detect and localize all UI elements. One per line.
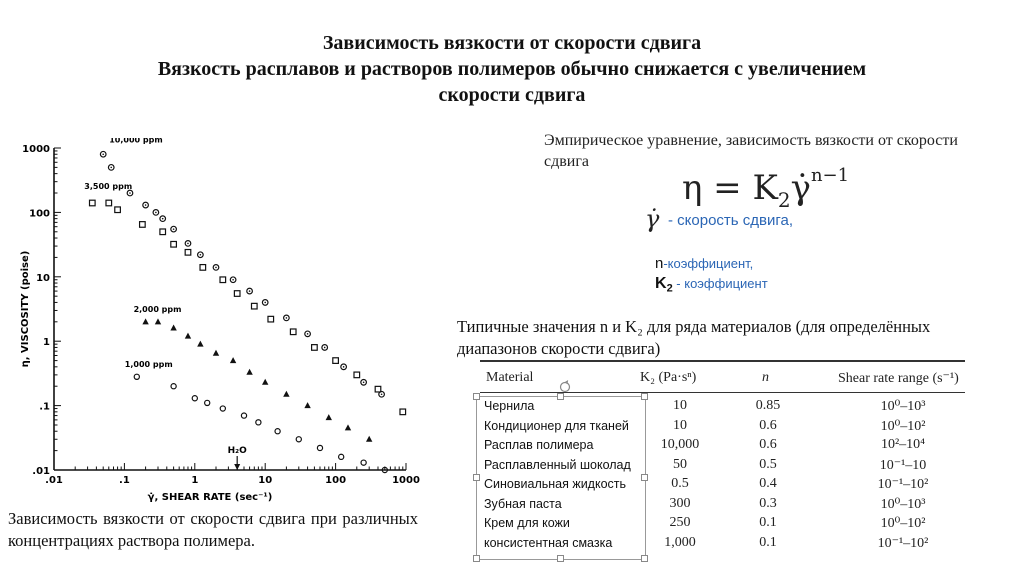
equation-k-sub: 2 bbox=[777, 187, 791, 212]
n-symbol: n bbox=[655, 255, 664, 272]
data-point bbox=[275, 429, 280, 434]
data-point bbox=[354, 372, 360, 378]
title-line-1: Зависимость вязкости от скорости сдвига bbox=[322, 32, 702, 54]
k-description bbox=[655, 275, 768, 295]
title-line-2: Вязкость расплавов и растворов полимеров обычно снижается с увеличением bbox=[157, 58, 867, 80]
data-point bbox=[90, 200, 96, 206]
y-axis-label: η, VISCOSITY (poise) bbox=[20, 250, 31, 368]
data-point bbox=[251, 303, 257, 309]
h2o-marker-label: H₂O bbox=[227, 446, 247, 456]
data-point bbox=[160, 229, 166, 235]
resize-handle[interactable] bbox=[641, 555, 648, 562]
equation-label: Эмпирическое уравнение, зависимость вязкости от скорости сдвига bbox=[544, 132, 958, 170]
x-axis-label: γ̇, SHEAR RATE (sec⁻¹) bbox=[147, 492, 273, 503]
data-point bbox=[268, 316, 274, 322]
k-symbol: K bbox=[655, 275, 667, 292]
data-point bbox=[283, 391, 289, 397]
k-desc-text: - коэффициент bbox=[672, 276, 768, 291]
data-point bbox=[333, 358, 339, 364]
k2-cell: 50 bbox=[673, 456, 687, 472]
gamma-dot-symbol: γ̇ bbox=[645, 205, 660, 233]
series-label: 1,000 ppm bbox=[124, 359, 173, 369]
data-point bbox=[246, 369, 252, 375]
data-point-center bbox=[324, 347, 326, 349]
data-point bbox=[256, 420, 261, 425]
data-point bbox=[234, 291, 240, 297]
k2-cell: 10,000 bbox=[660, 437, 700, 452]
n-description bbox=[655, 255, 753, 272]
data-point bbox=[197, 341, 203, 347]
data-point-center bbox=[215, 267, 217, 269]
k2-cell: 10 bbox=[673, 417, 687, 433]
data-point bbox=[134, 374, 139, 379]
k-sub-symbol: 2 bbox=[666, 282, 673, 295]
k2-cell: 300 bbox=[669, 495, 691, 511]
table-top-rule bbox=[480, 360, 965, 362]
data-point bbox=[185, 333, 191, 339]
x-tick-label: 100 bbox=[325, 475, 347, 486]
y-tick-label: 1000 bbox=[22, 144, 50, 155]
series-label: 10,000 ppm bbox=[109, 138, 163, 145]
data-point-center bbox=[249, 290, 251, 292]
y-tick-label: 10 bbox=[36, 272, 50, 284]
data-point bbox=[140, 222, 146, 228]
data-point bbox=[106, 200, 112, 206]
range-cell: 10⁰–10³ bbox=[880, 496, 926, 512]
k2-cell: 1,000 bbox=[664, 534, 696, 550]
material-name: Синовиальная жидкость bbox=[484, 477, 627, 491]
data-point bbox=[312, 345, 318, 351]
n-cell: 0.1 bbox=[759, 534, 777, 550]
data-point bbox=[361, 460, 366, 465]
data-point-center bbox=[162, 218, 164, 220]
data-point bbox=[205, 400, 210, 405]
range-cell: 10⁻¹–10² bbox=[877, 477, 929, 492]
material-name: Расплавленный шоколад bbox=[484, 457, 631, 472]
x-tick-label: .1 bbox=[119, 475, 130, 486]
range-cell: 10²–10⁴ bbox=[880, 437, 926, 452]
viscosity-chart bbox=[14, 138, 424, 508]
n-cell: 0.5 bbox=[759, 456, 777, 472]
materials-table bbox=[470, 360, 975, 570]
header-material: Material bbox=[486, 370, 534, 385]
equation-gamma: γ̇ bbox=[790, 168, 811, 208]
y-tick-label: 100 bbox=[29, 208, 50, 220]
slide-title bbox=[0, 30, 1024, 108]
material-name: Крем для кожи bbox=[484, 516, 570, 530]
material-name: Кондиционер для тканей bbox=[484, 418, 629, 433]
data-point-center bbox=[363, 382, 365, 384]
data-point bbox=[241, 413, 246, 418]
data-point-center bbox=[232, 279, 234, 281]
range-cell: 10⁰–10³ bbox=[880, 399, 926, 414]
data-point-center bbox=[187, 243, 189, 245]
typical-values-text: Типичные значения n и K₂ для ряда материалов (для определённых диапазонов скорости сдвига) bbox=[457, 317, 931, 358]
data-point-center bbox=[155, 212, 157, 214]
chart-caption: Зависимость вязкости от скорости сдвига при различных концентрациях раствора полимера. bbox=[8, 509, 418, 550]
data-point bbox=[155, 318, 161, 324]
y-tick-label: 1 bbox=[43, 337, 50, 349]
data-point bbox=[375, 386, 381, 392]
k2-cell: 10 bbox=[673, 398, 687, 413]
x-tick-label: 1000 bbox=[392, 475, 420, 486]
data-point bbox=[345, 424, 351, 430]
series-label: 2,000 ppm bbox=[133, 304, 182, 314]
data-point bbox=[317, 445, 322, 450]
equation-exponent: n−1 bbox=[810, 164, 850, 186]
data-point bbox=[170, 325, 176, 331]
data-point bbox=[213, 350, 219, 356]
data-point bbox=[230, 357, 236, 363]
y-tick-label: .01 bbox=[32, 466, 50, 477]
k2-cell: 250 bbox=[669, 515, 691, 530]
header-shear-range: Shear rate range (s⁻¹) bbox=[838, 371, 959, 386]
data-point bbox=[171, 241, 177, 247]
materials-textbox[interactable] bbox=[476, 396, 646, 560]
material-name: Зубная паста bbox=[484, 496, 562, 511]
material-name: Расплав полимера bbox=[484, 438, 594, 452]
n-cell: 0.85 bbox=[755, 398, 781, 413]
data-point-center bbox=[102, 153, 104, 155]
data-point bbox=[326, 414, 332, 420]
data-point bbox=[339, 454, 344, 459]
data-point-center bbox=[129, 192, 131, 194]
title-line-3: скорости сдвига bbox=[438, 84, 586, 106]
resize-handle[interactable] bbox=[641, 393, 648, 400]
n-cell: 0.1 bbox=[759, 515, 777, 530]
data-point bbox=[200, 265, 206, 271]
data-point-center bbox=[145, 204, 147, 206]
x-tick-label: 1 bbox=[191, 475, 199, 486]
rotate-handle-icon[interactable] bbox=[558, 380, 572, 394]
resize-handle[interactable] bbox=[557, 393, 564, 400]
series-label: 3,500 ppm bbox=[84, 181, 133, 191]
data-point-center bbox=[110, 167, 112, 169]
n-cell: 0.3 bbox=[759, 495, 777, 511]
resize-handle[interactable] bbox=[473, 555, 480, 562]
data-point bbox=[366, 436, 372, 442]
data-point bbox=[400, 409, 406, 415]
n-desc-text: -коэффициент, bbox=[663, 256, 754, 271]
data-point-center bbox=[307, 333, 309, 335]
equation-eta: η = K bbox=[682, 168, 778, 208]
h2o-marker-arrow bbox=[234, 464, 240, 470]
data-point bbox=[192, 396, 197, 401]
header-n: n bbox=[762, 370, 769, 385]
n-cell: 0.6 bbox=[759, 417, 777, 433]
k2-cell: 0.5 bbox=[671, 476, 689, 491]
y-tick-label: .1 bbox=[39, 401, 50, 413]
header-k2: K₂ (Pa·sⁿ) bbox=[640, 370, 697, 385]
table-header-rule bbox=[480, 392, 965, 393]
resize-handle[interactable] bbox=[557, 555, 564, 562]
range-cell: 10⁰–10² bbox=[880, 418, 926, 434]
data-point-center bbox=[286, 317, 288, 319]
range-cell: 10⁰–10² bbox=[880, 516, 926, 531]
n-cell: 0.6 bbox=[759, 437, 777, 452]
resize-handle[interactable] bbox=[473, 393, 480, 400]
range-cell: 10⁻¹–10 bbox=[879, 457, 927, 473]
data-point bbox=[220, 406, 225, 411]
data-point bbox=[171, 384, 176, 389]
data-point bbox=[115, 207, 121, 213]
data-point bbox=[290, 329, 296, 335]
material-name: Чернила bbox=[484, 399, 535, 413]
gamma-description: - скорость сдвига, bbox=[668, 212, 794, 229]
data-point bbox=[262, 379, 268, 385]
data-point bbox=[296, 437, 301, 442]
x-tick-label: .01 bbox=[45, 475, 63, 486]
data-point bbox=[304, 402, 310, 408]
data-point-center bbox=[200, 254, 202, 256]
range-cell: 10⁻¹–10² bbox=[877, 535, 929, 551]
data-point bbox=[220, 277, 226, 283]
resize-handle[interactable] bbox=[641, 474, 648, 481]
resize-handle[interactable] bbox=[473, 474, 480, 481]
data-point bbox=[142, 318, 148, 324]
n-cell: 0.4 bbox=[759, 476, 777, 491]
x-tick-label: 10 bbox=[258, 475, 273, 486]
data-point bbox=[185, 250, 191, 256]
equation bbox=[682, 164, 850, 212]
chart-svg bbox=[14, 138, 424, 508]
data-point-center bbox=[173, 228, 175, 230]
data-point-center bbox=[343, 366, 345, 368]
data-point-center bbox=[381, 393, 383, 395]
data-point-center bbox=[264, 302, 266, 304]
material-name: консистентная смазка bbox=[484, 535, 613, 550]
